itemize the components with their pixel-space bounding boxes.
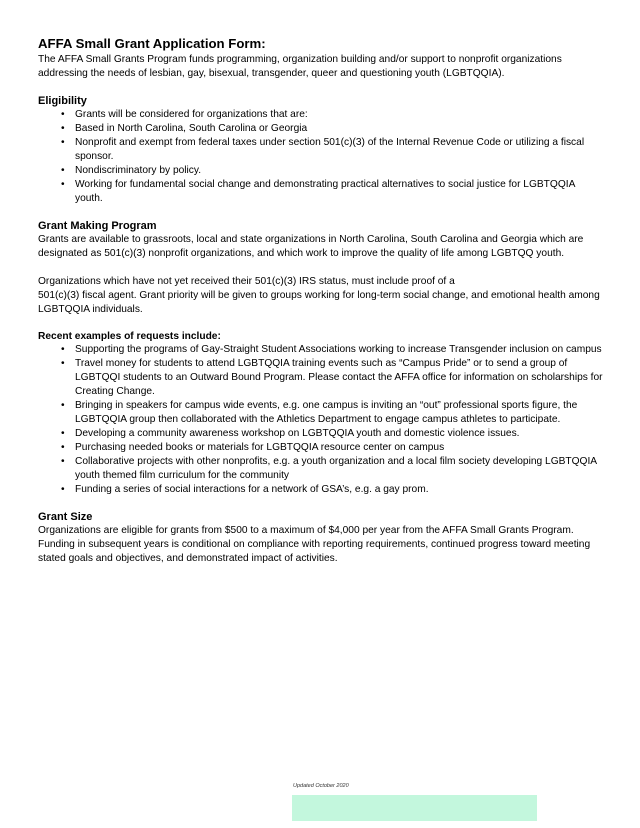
list-item: • Working for fundamental social change and demonstrating practical alternatives to social justice for LGBTQQIA youth. (38, 178, 604, 206)
spacer (38, 317, 604, 331)
examples-list (38, 343, 604, 497)
list-item: • Purchasing needed books or materials for LGBTQQIA resource center on campus (38, 441, 604, 455)
list-item: • Travel money for students to attend LGBTQQIA training events such as “Campus Pride” or to send a group of LGBTQQI students to an Outward Bound Program. Please contact the AFFA office for information on scholarships for Creating Change. (38, 357, 604, 399)
list-item: • Nonprofit and exempt from federal taxes under section 501(c)(3) of the Internal Revenue Code or utilizing a fiscal sponsor. (38, 136, 604, 164)
grant-size-heading: Grant Size (38, 511, 93, 523)
spacer (38, 497, 604, 511)
list-item: • Based in North Carolina, South Carolina or Georgia (38, 122, 604, 136)
list-item: • Nondiscriminatory by policy. (38, 164, 604, 178)
grant-size-paragraph: Organizations are eligible for grants from $500 to a maximum of $4,000 per year from the AFFA Small Grants Program. Funding in subsequent years is conditional on compliance with reporting requirements, continued progress toward meeting stated goals and objectives, and demonstrated impact of activities. (38, 525, 591, 564)
spacer (38, 206, 604, 220)
examples-heading: Recent examples of requests include: (38, 331, 221, 342)
list-item: • Bringing in speakers for campus wide events, e.g. one campus is inviting an “out” professional sports figure, the LGBTQQIA group then collaborated with the Athletics Department to engage campus athletes to participate. (38, 399, 604, 427)
spacer (38, 261, 604, 275)
fiscal-agent-paragraph (38, 275, 604, 317)
page-title: AFFA Small Grant Application Form: (38, 36, 266, 51)
list-item: • Funding a series of social interactions for a network of GSA’s, e.g. a gay prom. (38, 483, 604, 497)
grant-making-paragraph: Grants are available to grassroots, local and state organizations in North Carolina, South Carolina and Georgia which are designated as 501(c)(3) nonprofit organizations, and which work to improve the quality of life among LGBTQQ youth. (38, 234, 584, 259)
list-item: • Supporting the programs of Gay-Straight Student Associations working to increase Transgender inclusion on campus (38, 343, 604, 357)
updated-note: Updated October 2020 (293, 783, 349, 789)
fiscal-agent-line1: Organizations which have not yet received their 501(c)(3) IRS status, must include proof of a (38, 276, 455, 287)
grant-making-heading: Grant Making Program (38, 220, 157, 232)
eligibility-list (38, 108, 604, 206)
footer-highlight-box (292, 795, 537, 821)
spacer (38, 81, 604, 95)
fiscal-agent-line2: 501(c)(3) fiscal agent. Grant priority will be given to groups working for long-term social change, and emotional health among LGBTQQIA individuals. (38, 290, 600, 315)
document-page (38, 36, 604, 566)
list-item: • Grants will be considered for organizations that are: (38, 108, 604, 122)
intro-paragraph: The AFFA Small Grants Program funds programming, organization building and/or support to nonprofit organizations addressing the needs of lesbian, gay, bisexual, transgender, queer and questioning youth (LGBTQQIA). (38, 54, 562, 79)
list-item: • Developing a community awareness workshop on LGBTQQIA youth and domestic violence issues. (38, 427, 604, 441)
list-item: • Collaborative projects with other nonprofits, e.g. a youth organization and a local film society developing LGBTQQIA youth themed film curriculum for the community (38, 455, 604, 483)
eligibility-heading: Eligibility (38, 95, 87, 107)
